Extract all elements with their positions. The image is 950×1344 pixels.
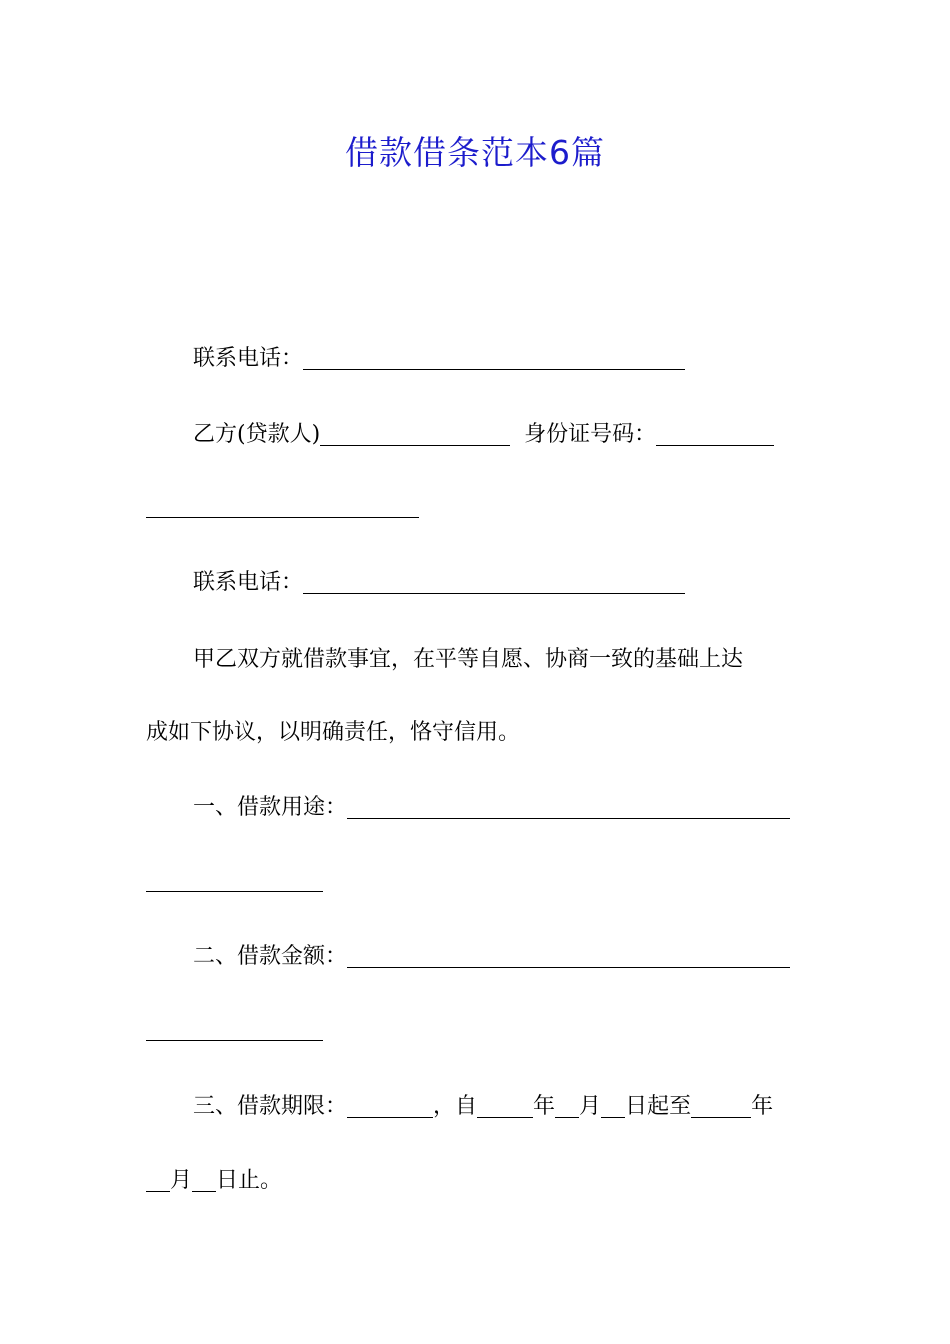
purpose-field[interactable] bbox=[347, 796, 790, 819]
term-duration-field[interactable] bbox=[347, 1095, 433, 1118]
agreement-paragraph-line-2 bbox=[146, 718, 520, 748]
contact-phone-line-1 bbox=[193, 344, 685, 374]
year-text: 年 bbox=[533, 1094, 556, 1119]
amount-field-continuation[interactable] bbox=[146, 1040, 323, 1041]
term-label: 三、借款期限： bbox=[193, 1094, 348, 1119]
party-b-label: 乙方(贷款人) bbox=[193, 422, 321, 447]
agreement-text: 成如下协议，以明确责任，恪守信用。 bbox=[146, 720, 521, 745]
end-year-field[interactable] bbox=[691, 1095, 751, 1118]
party-b-line bbox=[193, 420, 774, 450]
start-year-field[interactable] bbox=[477, 1095, 533, 1118]
contact-phone-label: 联系电话： bbox=[193, 570, 304, 595]
party-b-field[interactable] bbox=[320, 423, 510, 446]
term-line-continuation bbox=[146, 1166, 282, 1196]
id-number-field[interactable] bbox=[656, 423, 774, 446]
month-text: 月 bbox=[170, 1168, 193, 1193]
day-start-text: 日起至 bbox=[625, 1094, 692, 1119]
agreement-paragraph-line-1 bbox=[193, 645, 743, 675]
contact-phone-label: 联系电话： bbox=[193, 346, 304, 371]
contact-phone-line-2 bbox=[193, 568, 685, 598]
document-title: 借款借条范本6篇 bbox=[345, 133, 605, 172]
amount-field[interactable] bbox=[347, 945, 790, 968]
purpose-line bbox=[193, 793, 790, 823]
year-text: 年 bbox=[751, 1094, 774, 1119]
contact-phone-field[interactable] bbox=[303, 571, 685, 594]
month-text: 月 bbox=[579, 1094, 602, 1119]
id-number-field-continuation[interactable] bbox=[146, 517, 419, 518]
purpose-label: 一、借款用途： bbox=[193, 795, 348, 820]
purpose-field-continuation[interactable] bbox=[146, 891, 323, 892]
start-month-field[interactable] bbox=[555, 1095, 579, 1118]
amount-label: 二、借款金额： bbox=[193, 944, 348, 969]
term-line bbox=[193, 1092, 773, 1122]
end-day-field[interactable] bbox=[192, 1169, 216, 1192]
agreement-text: 甲乙双方就借款事宜，在平等自愿、协商一致的基础上达 bbox=[193, 647, 744, 672]
contact-phone-field[interactable] bbox=[303, 347, 685, 370]
term-from-text: ，自 bbox=[433, 1094, 478, 1119]
end-month-field[interactable] bbox=[146, 1169, 170, 1192]
start-day-field[interactable] bbox=[601, 1095, 625, 1118]
amount-line bbox=[193, 942, 790, 972]
id-number-label: 身份证号码： bbox=[524, 422, 657, 447]
day-end-text: 日止。 bbox=[216, 1168, 283, 1193]
